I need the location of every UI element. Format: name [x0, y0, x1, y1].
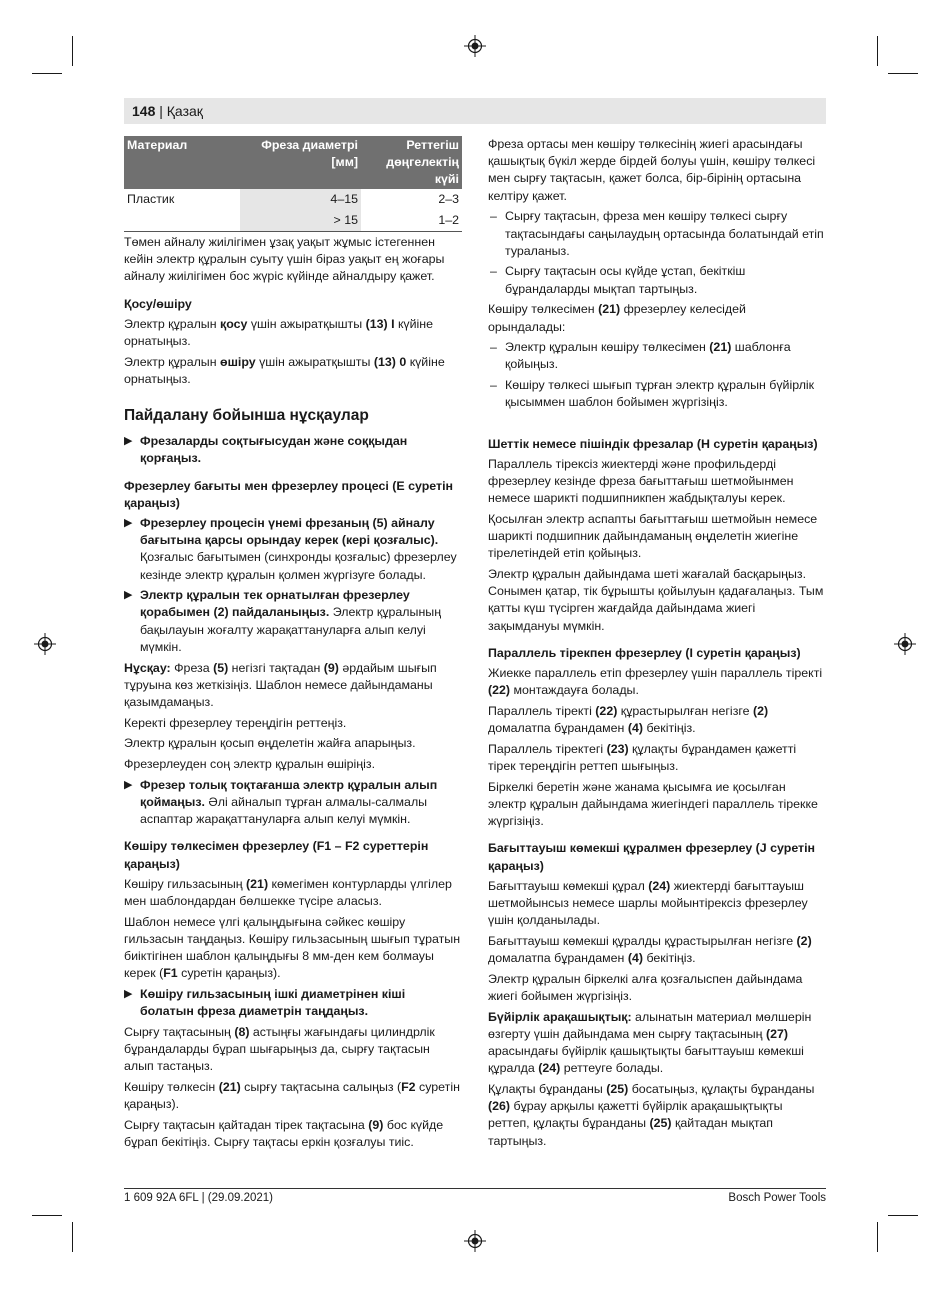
table-cell: Пластик	[127, 192, 175, 206]
paragraph: Керекті фрезерлеу тереңдігін реттеңіз.	[124, 715, 347, 730]
dash-list-item: – Сырғу тақтасын, фреза мен көшіру төлкесі сырғу тақтасындағы саңылаудың ортасында болатындай етіп тураланыз.	[490, 209, 824, 258]
paragraph: Параллель тірексіз жиектерді және профильдерді фрезерлеу кезінде фреза бағыттағыш шетмойынмен немесе шарикті подшипникпен жабдықталуы керек.	[488, 456, 794, 506]
paragraph: Көшіру төлкесімен (21) фрезерлеу келесідей орындалады:	[488, 302, 746, 334]
registration-mark-icon	[464, 35, 486, 57]
section-heading-direction: Фрезерлеу бағыты мен фрезерлеу процесі (E суретін қараңыз)	[124, 478, 454, 510]
bullet-triangle-icon: ▶	[124, 778, 133, 791]
table-header-cell: Реттегіш дөңгелектің күйі	[361, 136, 462, 189]
paragraph: Құлақты бұранданы (25) босатыңыз, құлақты бұранданы (26) бұрау арқылы қажетті бүйірлік арақашықтықты реттеп, құлақты бұранданы (25) қайтадан мықтап тартыңыз.	[488, 1081, 815, 1148]
material-table	[124, 136, 462, 232]
table-header-row	[124, 136, 462, 189]
section-heading-copy-sleeve: Көшіру төлкесімен фрезерлеу (F1 – F2 суреттерін қараңыз)	[124, 839, 429, 871]
note-paragraph: Нұсқау: Фреза (5) негізгі тақтадан (9) әрдайым шығып тұруына көз жеткізіңіз. Шаблон немесе дайындаманы қазымдамаңыз.	[124, 660, 437, 709]
bullet-triangle-icon: ▶	[124, 988, 133, 1001]
header-separator: |	[155, 103, 167, 119]
paragraph: Бүйірлік арақашықтық: алынатын материал мөлшерін өзгерту үшін дайындама мен сырғу тақтасының (27) арасындағы бүйірлік қашықтықты бағыттауыш көмекші құралда (24) реттеуге болады.	[488, 1009, 812, 1076]
paragraph: Сырғу тақтасын қайтадан тірек тақтасына (9) бос күйде бұрап бекітіңіз. Сырғу тақтасы еркін қозғалуы тиіс.	[124, 1117, 444, 1150]
table-row	[124, 189, 462, 210]
bullet-item: ▶ Фрезерлеу процесін үнемі фрезаның (5) айналу бағытына қарсы орындау керек (кері қозғалыс). Қозғалыс бағытымен (синхронды қозғалыс) фрезерлеу кезінде электр құралын қолмен жүргізуге болады.	[124, 515, 457, 582]
crop-mark	[32, 1215, 62, 1216]
bullet-triangle-icon: ▶	[124, 435, 133, 448]
paragraph: Электр құралын дайындама шеті жағалай басқарыңыз. Сонымен қатар, тік бұрышты қойылуын қадағалаңыз. Тым қатты күш түсірген жағдайда дайындама жиегі зақымдануы мүмкін.	[488, 566, 824, 633]
section-heading-edge-cutters: Шеттік немесе пішіндік фрезалар (H суретін қараңыз)	[488, 436, 818, 451]
table-row	[124, 210, 462, 232]
table-header-cell: Материал	[124, 136, 240, 189]
table-cell: 1–2	[361, 210, 462, 232]
paragraph: Төмен айналу жиілігімен ұзақ уақыт жұмыс істегеннен кейін электр құралын суыту үшін біраз уақыт ең жоғары айналу жиілігімен бос жүріс күйінде айналдыру қажет.	[124, 235, 445, 284]
table-cell: 2–3	[438, 192, 459, 206]
footer-brand: Bosch Power Tools	[728, 1192, 826, 1204]
bullet-item: ▶ Электр құралын тек орнатылған фрезерлеу қорабымен (2) пайдаланыңыз. Электр құралының бақылауын жоғалту жарақаттануларға алып келуі мүмкін.	[124, 588, 442, 654]
registration-mark-icon	[894, 633, 916, 655]
paragraph: Параллель тіректі (22) құрастырылған негізге (2) домалатпа бұрандамен (4) бекітіңіз.	[488, 703, 769, 736]
table-cell	[124, 210, 240, 232]
section-heading-guide-aid: Бағыттауыш көмекші құралмен фрезерлеу (J суретін қараңыз)	[488, 841, 816, 873]
footer-divider	[124, 1188, 826, 1189]
section-heading-parallel-guide: Параллель тірекпен фрезерлеу (I суретін қараңыз)	[488, 645, 801, 660]
crop-mark	[877, 36, 878, 66]
registration-mark-icon	[464, 1230, 486, 1252]
dash-list-item: – Сырғу тақтасын осы күйде ұстап, бекіткіш бұрандаларды мықтап тартыңыз.	[490, 264, 746, 296]
paragraph-switch-on: Электр құралын қосу үшін ажыратқышты (13) I күйіне орнатыңыз.	[124, 316, 434, 349]
crop-mark	[888, 73, 918, 74]
bullet-triangle-icon: ▶	[124, 516, 133, 529]
paragraph: Электр құралын біркелкі алға қозғалыспен дайындама жиегі бойымен жүргізіңіз.	[488, 971, 803, 1003]
section-heading-on-off: Қосу/өшіру	[124, 296, 192, 311]
paragraph: Қосылған электр аспапты бағыттағыш шетмойын немесе шарикті подшипник дайындаманың өңделетін жиегіне тірелетіндей етіп қойыңыз.	[488, 511, 818, 561]
crop-mark	[32, 73, 62, 74]
table-cell: 4–15	[240, 189, 361, 210]
paragraph: Көшіру гильзасының (21) көмегімен контурларды үлгілер мен шаблондардан бөлшекке түсіре аласыз.	[124, 876, 452, 908]
crop-mark	[888, 1215, 918, 1216]
page-number: 148	[132, 103, 156, 119]
crop-mark	[72, 1222, 73, 1252]
paragraph: Фрезерлеуден соң электр құралын өшіріңіз.	[124, 757, 376, 772]
bullet-triangle-icon: ▶	[124, 589, 133, 602]
paragraph: Электр құралын қосып өңделетін жайға апарыңыз.	[124, 736, 416, 751]
crop-mark	[877, 1222, 878, 1252]
paragraph: Бағыттауыш көмекші құрал (24) жиектерді бағыттауыш шетмойынсыз немесе шарлы мойынтірексіз фрезерлеу үшін қолданылады.	[488, 878, 808, 928]
dash-list-item: – Электр құралын көшіру төлкесімен (21) шаблонға қойыңыз.	[490, 340, 791, 372]
paragraph-switch-off: Электр құралын өшіру үшін ажыратқышты (13) 0 күйіне орнатыңыз.	[124, 354, 445, 386]
page-header	[124, 98, 826, 124]
paragraph: Бағыттауыш көмекші құралды құрастырылған негізге (2) домалатпа бұрандамен (4) бекітіңіз.	[488, 933, 812, 966]
paragraph: Көшіру төлкесін (21) сырғу тақтасына салыңыз (F2 суретін қараңыз).	[124, 1080, 460, 1112]
crop-mark	[72, 36, 73, 66]
registration-mark-icon	[34, 633, 56, 655]
header-language: Қазақ	[166, 103, 203, 119]
paragraph: Фреза ортасы мен көшіру төлкесінің жиегі арасындағы қашықтық бүкіл жерде бірдей болуы үшін, көшіру төлкесі мен сырғу тақтасын, қажет болса, бір-бірінің ортасына келтіру қажет.	[488, 137, 816, 203]
section-heading-usage: Пайдалану бойынша нұсқаулар	[124, 407, 369, 425]
table-cell: > 15	[240, 210, 361, 232]
left-column	[124, 136, 462, 1155]
paragraph: Параллель тіректегі (23) құлақты бұрандамен қажетті тірек тереңдігін реттеп шығыңыз.	[488, 741, 797, 773]
paragraph: Сырғу тақтасының (8) астыңғы жағындағы цилиндрлік бұрандаларды бұрап шығарыңыз да, сырғу тақтасын алып тастаңыз.	[124, 1024, 435, 1074]
bullet-item: ▶ Фрезаларды соқтығысудан және соққыдан қорғаңыз.	[124, 434, 408, 466]
dash-list-item: – Көшіру төлкесі шығып тұрған электр құралын бүйірлік қысыммен шаблон бойымен жүргізіңіз.	[490, 378, 815, 410]
footer-document-id: 1 609 92A 6FL | (29.09.2021)	[124, 1192, 273, 1204]
paragraph: Жиекке параллель етіп фрезерлеу үшін параллель тіректі (22) монтаждауға болады.	[488, 665, 823, 698]
paragraph: Біркелкі беретін және жанама қысымға ие қосылған электр құралын дайындама жиегіндегі параллель тірекке жүргізіңіз.	[488, 779, 818, 829]
table-header-cell: Фреза диаметрі [мм]	[240, 136, 361, 189]
paragraph: Шаблон немесе үлгі қалыңдығына сәйкес көшіру гильзасын таңдаңыз. Көшіру гильзасының шығып тұратын биіктігінен шаблон қалыңдығы 8 мм-ден кем болмауы керек (F1 суретін қараңыз).	[124, 914, 461, 981]
bullet-item: ▶ Фрезер толық тоқтағанша электр құралын алып қоймаңыз. Әлі айналып тұрған алмалы-салмалы аспаптар жарақаттануларға алып келуі мүмкін.	[124, 777, 438, 827]
right-column	[488, 136, 826, 1153]
bullet-item: ▶ Көшіру гильзасының ішкі диаметрінен кіші болатын фреза диаметрін таңдаңыз.	[124, 987, 406, 1019]
